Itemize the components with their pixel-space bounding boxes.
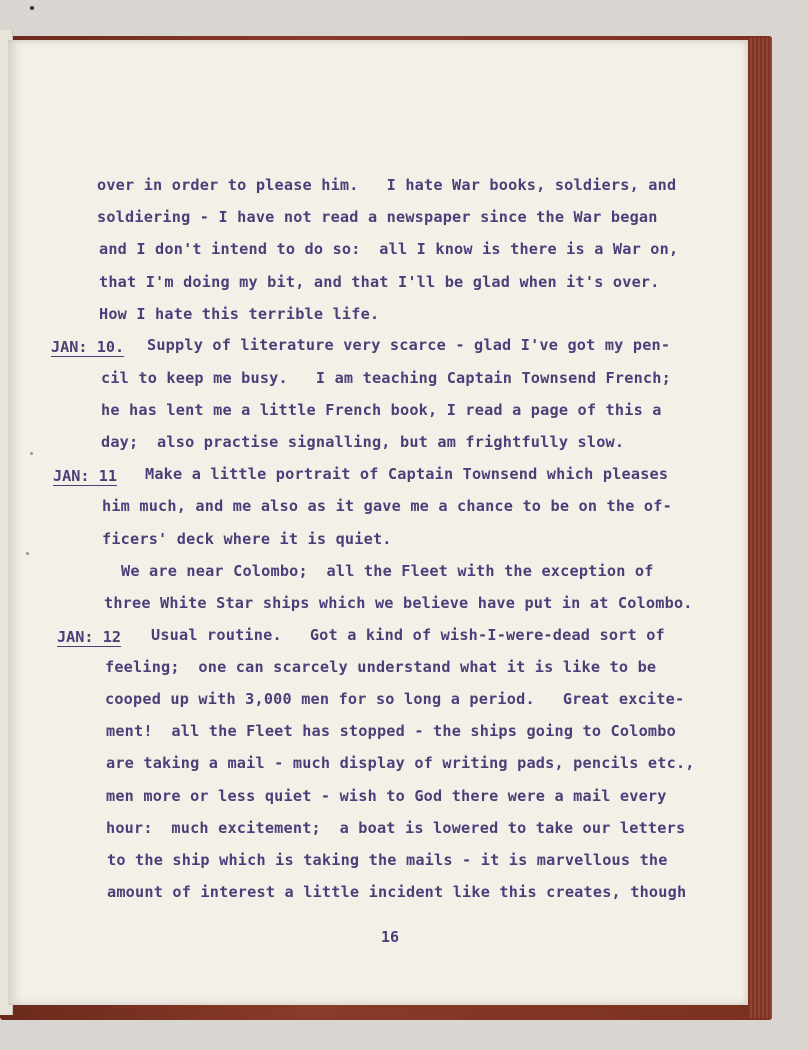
text-line: ment! all the Fleet has stopped - the ships going to Colombo [106,722,676,740]
text-line: he has lent me a little French book, I read a page of this a [101,401,662,419]
text-line: amount of interest a little incident like this creates, though [107,883,687,901]
text-line: feeling; one can scarcely understand what it is like to be [105,658,657,676]
cover-spine-edge [748,38,772,1018]
text-line: day; also practise signalling, but am frightfully slow. [101,433,625,451]
text-line: hour: much excitement; a boat is lowered to take our letters [106,819,686,837]
text-line: Make a little portrait of Captain Townsend which pleases [145,465,669,483]
text-line: and I don't intend to do so: all I know is there is a War on, [99,240,679,258]
text-line: over in order to please him. I hate War books, soldiers, and [97,176,677,194]
entry-date: JAN: 11 [53,467,118,485]
text-line: to the ship which is taking the mails - it is marvellous the [107,851,668,869]
text-line: Supply of literature very scarce - glad I've got my pen- [147,336,671,354]
text-line: soldiering - I have not read a newspaper since the War began [97,208,658,226]
text-line: cooped up with 3,000 men for so long a period. Great excite- [105,690,685,708]
scan-mark [26,552,29,555]
typed-page [8,40,748,1005]
page-number: 16 [381,928,400,946]
text-line: ficers' deck where it is quiet. [102,530,392,548]
text-line: We are near Colombo; all the Fleet with the exception of [121,562,654,580]
text-line: men more or less quiet - wish to God there were a mail every [106,787,667,805]
text-line: How I hate this terrible life. [99,305,380,323]
entry-date: JAN: 12 [57,628,122,646]
scan-mark [30,452,33,455]
text-line: that I'm doing my bit, and that I'll be glad when it's over. [99,273,660,291]
text-line: cil to keep me busy. I am teaching Captain Townsend French; [101,369,671,387]
text-line: him much, and me also as it gave me a chance to be on the of- [102,497,672,515]
scan-mark [30,6,34,10]
text-line: are taking a mail - much display of writing pads, pencils etc., [106,754,695,772]
entry-date: JAN: 10. [51,338,125,356]
text-line: Usual routine. Got a kind of wish-I-were-dead sort of [151,626,665,644]
text-line: three White Star ships which we believe have put in at Colombo. [104,594,693,612]
